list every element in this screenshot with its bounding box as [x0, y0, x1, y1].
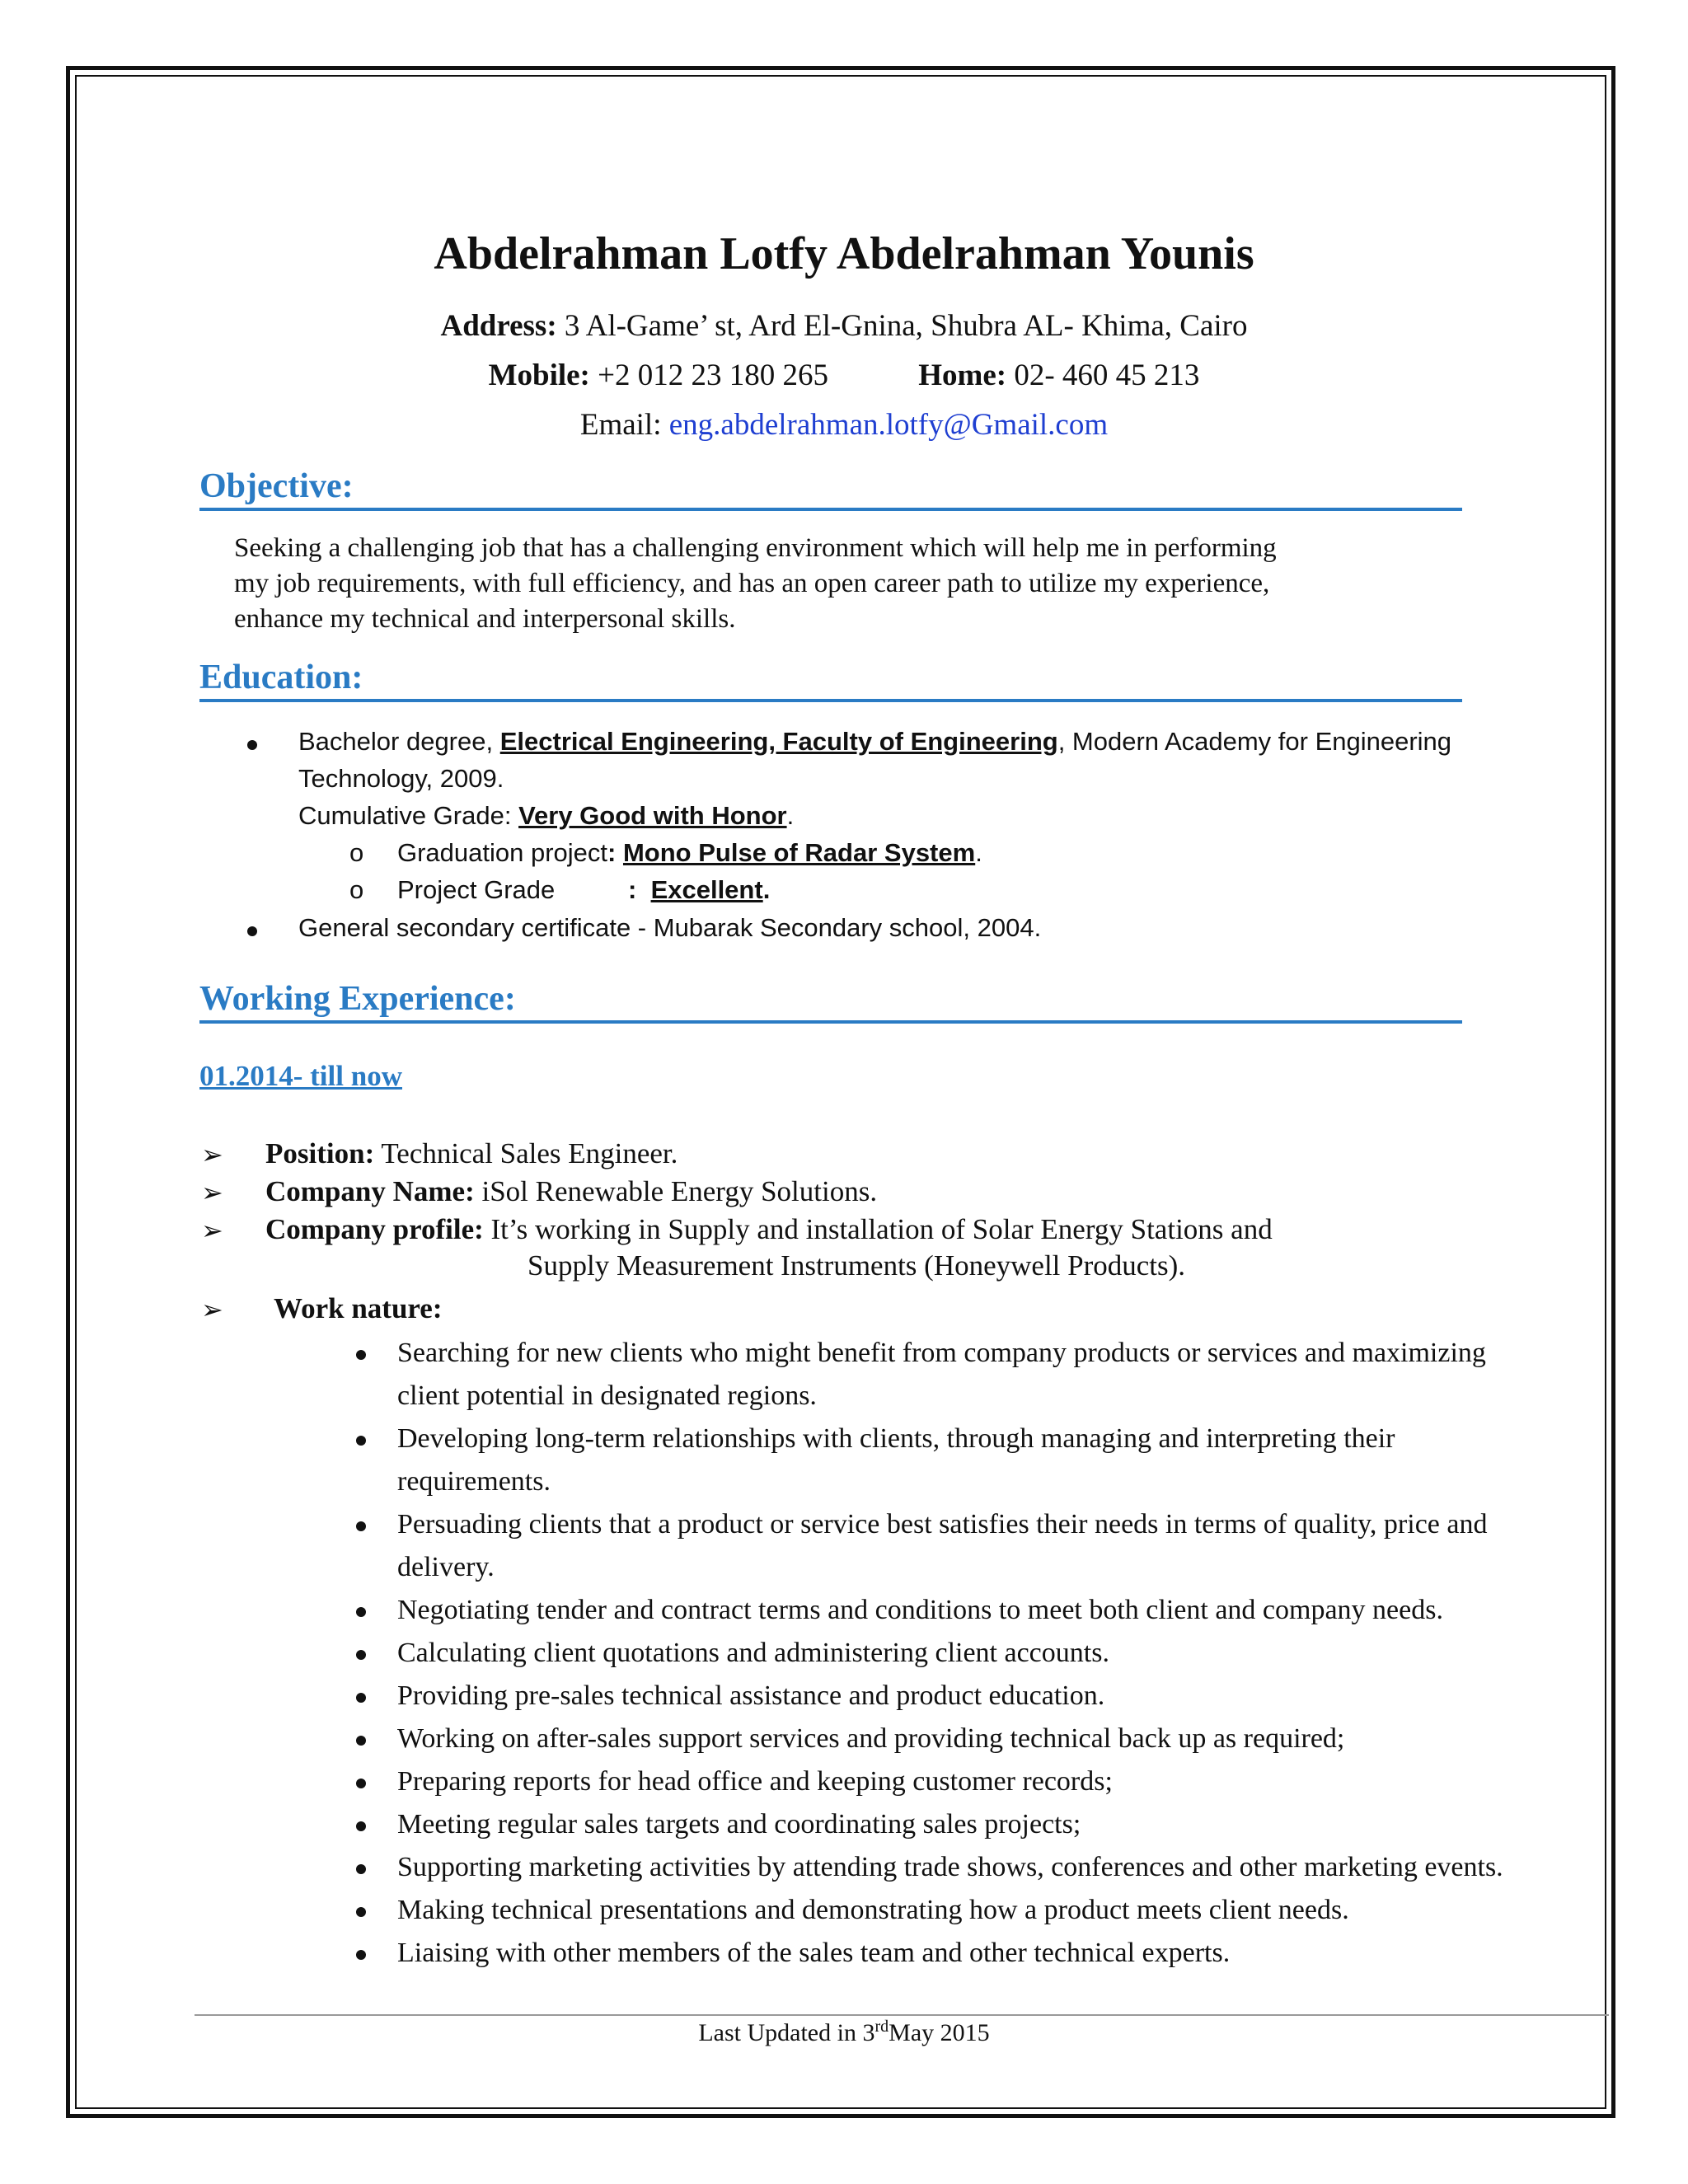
bullet-icon: [356, 1907, 366, 1917]
company-row: [265, 1175, 877, 1208]
work-item: Preparing reports for head office and keeping customer records;: [397, 1766, 1113, 1797]
bullet-icon: [356, 1521, 366, 1531]
degree-line: [298, 727, 1451, 757]
profile-row: [265, 1213, 1273, 1246]
mobile-label: Mobile:: [488, 359, 590, 392]
email-line: [0, 407, 1688, 443]
profile-label: Company profile:: [265, 1213, 484, 1245]
work-item: Persuading clients that a product or service best satisfies their needs in terms of quality, price and: [397, 1509, 1488, 1540]
footer-divider: [195, 2014, 1609, 2016]
home-value: 02- 460 45 213: [1014, 359, 1200, 392]
bullet-icon: [356, 1607, 366, 1617]
email-link[interactable]: eng.abdelrahman.lotfy@Gmail.com: [668, 408, 1109, 442]
project-label: Graduation project: [397, 838, 608, 867]
bullet-icon: [247, 926, 257, 936]
company-label: Company Name:: [265, 1175, 475, 1207]
objective-line: my job requirements, with full efficiency, and has an open career path to utilize my experience,: [234, 569, 1270, 598]
bullet-icon: [356, 1650, 366, 1660]
work-item: Working on after-sales support services and providing technical back up as required;: [397, 1723, 1345, 1754]
bullet-icon: [356, 1736, 366, 1746]
objective-heading: Objective:: [199, 465, 1462, 511]
bullet-icon: [356, 1779, 366, 1788]
project-colon: :: [607, 838, 623, 867]
project-value: Mono Pulse of Radar System: [622, 838, 976, 867]
arrow-bullet-icon: ➢: [201, 1140, 223, 1169]
position-value: Technical Sales Engineer.: [381, 1137, 678, 1169]
footer-prefix: Last Updated in 3: [698, 2019, 875, 2046]
profile-value: It’s working in Supply and installation of Solar Energy Stations and: [490, 1213, 1273, 1245]
address-label: Address:: [440, 309, 557, 343]
mobile-value: +2 012 23 180 265: [598, 359, 828, 392]
work-item-continued: requirements.: [397, 1466, 551, 1497]
bullet-icon: [356, 1350, 366, 1360]
degree-line-2: Technology, 2009.: [298, 764, 504, 793]
footer-last-updated: [0, 2018, 1688, 2047]
project-grade-line: [628, 875, 770, 905]
experience-heading: Working Experience:: [199, 977, 1462, 1024]
work-item: Developing long-term relationships with clients, through managing and interpreting their: [397, 1423, 1395, 1454]
work-item: Meeting regular sales targets and coordinating sales projects;: [397, 1809, 1081, 1840]
email-label: Email:: [579, 408, 662, 442]
address-line: [0, 308, 1688, 344]
footer-superscript: rd: [874, 2018, 889, 2036]
profile-line-2: Supply Measurement Instruments (Honeywell Products).: [528, 1249, 1186, 1282]
objective-line: enhance my technical and interpersonal skills.: [234, 604, 736, 634]
secondary-line: General secondary certificate - Mubarak Secondary school, 2004.: [298, 913, 1042, 942]
grade-label: Cumulative Grade:: [298, 801, 519, 830]
degree-field: Electrical Engineering, Faculty of Engineering: [499, 727, 1058, 756]
objective-line: Seeking a challenging job that has a challenging environment which will help me in performing: [234, 533, 1277, 563]
grade-line: [298, 801, 794, 831]
work-item: Making technical presentations and demonstrating how a product meets client needs.: [397, 1895, 1349, 1925]
project-end: .: [975, 838, 982, 867]
sub-bullet-marker: o: [349, 875, 364, 904]
work-item: Calculating client quotations and administering client accounts.: [397, 1638, 1109, 1668]
grade-end: .: [786, 801, 795, 830]
project-line: [397, 838, 982, 868]
work-item-continued: client potential in designated regions.: [397, 1380, 817, 1411]
sub-bullet-marker: o: [349, 838, 364, 867]
position-row: [265, 1137, 678, 1170]
project-grade-end: .: [762, 875, 771, 904]
degree-prefix: Bachelor degree,: [298, 727, 500, 756]
work-item: Liaising with other members of the sales team and other technical experts.: [397, 1938, 1231, 1968]
objective-text: [234, 531, 1470, 637]
bullet-icon: [356, 1821, 366, 1831]
arrow-bullet-icon: ➢: [201, 1178, 223, 1207]
footer-suffix: May 2015: [889, 2019, 990, 2046]
arrow-bullet-icon: ➢: [201, 1216, 223, 1245]
work-item: Negotiating tender and contract terms and conditions to meet both client and company needs.: [397, 1595, 1443, 1625]
work-nature-text: Work nature:: [274, 1292, 443, 1324]
work-item: Providing pre-sales technical assistance and product education.: [397, 1680, 1105, 1711]
project-grade-value: Excellent: [650, 875, 763, 904]
project-grade-colon: :: [628, 875, 637, 904]
company-value: iSol Renewable Energy Solutions.: [481, 1175, 878, 1207]
bullet-icon: [356, 1950, 366, 1960]
candidate-name: Abdelrahman Lotfy Abdelrahman Younis: [434, 228, 1254, 279]
bullet-icon: [356, 1864, 366, 1874]
degree-suffix: , Modern Academy for Engineering: [1057, 727, 1452, 756]
period-link[interactable]: 01.2014- till now: [199, 1060, 402, 1092]
phone-line: [0, 358, 1688, 393]
project-grade-label: Project Grade: [397, 875, 556, 904]
position-label: Position:: [265, 1137, 375, 1169]
work-item: Supporting marketing activities by attending trade shows, conferences and other marketing events.: [397, 1852, 1503, 1882]
address-value: 3 Al-Game’ st, Ard El-Gnina, Shubra AL- Khima, Cairo: [564, 309, 1248, 343]
work-item: Searching for new clients who might benefit from company products or services and maximizing: [397, 1338, 1486, 1368]
grade-value: Very Good with Honor: [518, 801, 787, 830]
work-item-continued: delivery.: [397, 1552, 495, 1582]
home-label: Home:: [918, 359, 1007, 392]
bullet-icon: [356, 1693, 366, 1703]
bullet-icon: [356, 1436, 366, 1446]
education-heading: Education:: [199, 656, 1462, 702]
bullet-icon: [247, 740, 257, 750]
work-nature-label: [274, 1292, 443, 1325]
arrow-bullet-icon: ➢: [201, 1295, 223, 1324]
